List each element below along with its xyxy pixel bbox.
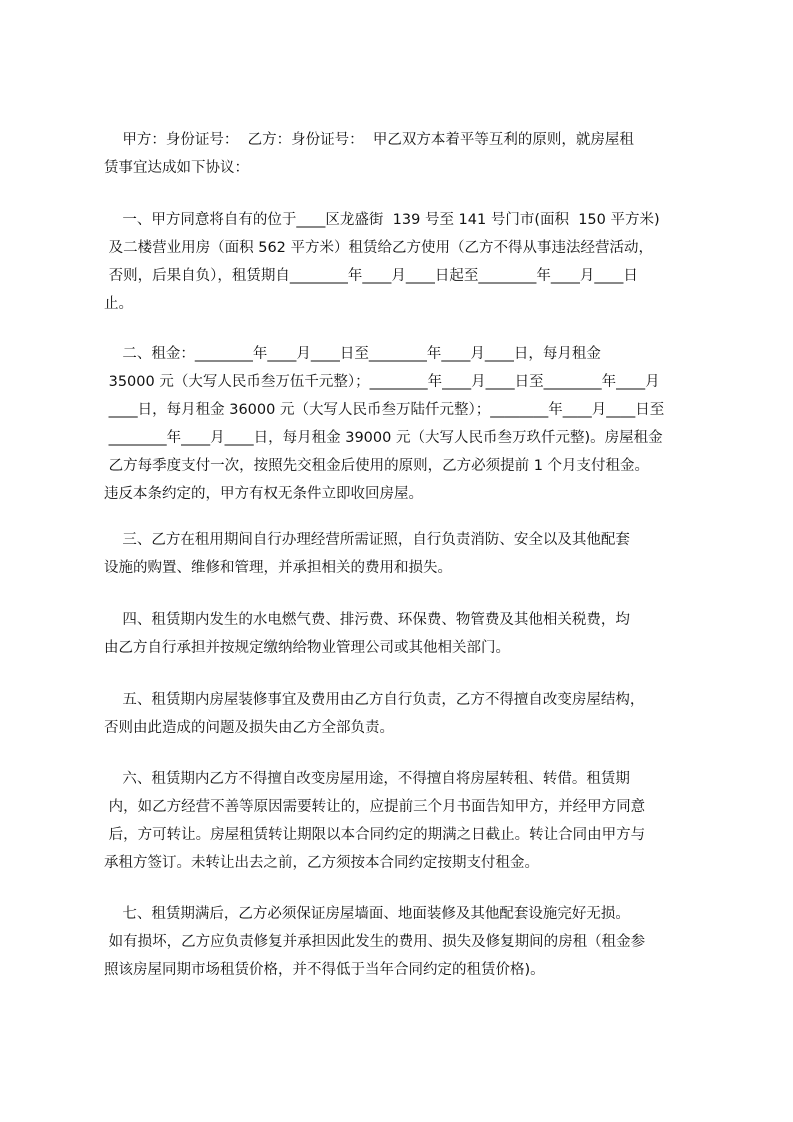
text-line: 否则，后果自负），租赁期自________年____月____日起至________年____月____日 (104, 268, 638, 284)
text-line: 四、租赁期内发生的水电燃气费、排污费、环保费、物管费及其他相关税费，均 (104, 612, 630, 628)
text-line: 内，如乙方经营不善等原因需要转让的，应提前三个月书面告知甲方，并经甲方同意 (104, 799, 646, 815)
text-line: 五、租赁期内房屋装修事宜及费用由乙方自行负责，乙方不得擅自改变房屋结构， (104, 692, 645, 708)
text-line: 及二楼营业用房（面积 562 平方米）租赁给乙方使用（乙方不得从事违法经营活动， (104, 240, 654, 256)
text-line: 甲方：身份证号： 乙方：身份证号： 甲乙双方本着平等互利的原则，就房屋租 (104, 132, 634, 148)
text-line: 后，方可转让。房屋租赁转让期限以本合同约定的期满之日截止。转让合同由甲方与 (104, 827, 646, 843)
text-line: 七、租赁期满后，乙方必须保证房屋墙面、地面装修及其他配套设施完好无损。 (104, 906, 630, 922)
text-line: ________年____月____日，每月租金 39000 元（大写人民币叁万玖仟元整)。房屋租金 (104, 430, 663, 446)
text-line: 乙方每季度支付一次，按照先交租金后使用的原则，乙方必须提前 1 个月支付租金。 (104, 458, 650, 474)
text-line: ____日，每月租金 36000 元（大写人民币叁万陆仟元整）；________年____月____日至 (104, 402, 665, 418)
text-line: 承租方签订。未转让出去之前，乙方须按本合同约定按期支付租金。 (104, 855, 539, 871)
intro-paragraph (104, 126, 704, 182)
clause-2-paragraph (104, 340, 704, 508)
text-line: 二、租金：________年____月____日至________年____月____日，每月租金 (104, 346, 601, 362)
text-line: 设施的购置、维修和管理，并承担相关的费用和损失。 (104, 560, 452, 576)
text-line: 一、甲方同意将自有的位于____区龙盛街 139 号至 141 号门市(面积 150 平方米) (104, 212, 660, 228)
clause-4-paragraph (104, 606, 704, 662)
text-line: 止。 (104, 296, 133, 312)
text-line: 三、乙方在租用期间自行办理经营所需证照，自行负责消防、安全以及其他配套 (104, 532, 630, 548)
text-line: 35000 元（大写人民币叁万伍千元整）；________年____月____日至________年____月 (104, 374, 660, 390)
text-line: 违反本条约定的，甲方有权无条件立即收回房屋。 (104, 486, 423, 502)
clause-7-paragraph (104, 900, 704, 984)
text-line: 否则由此造成的问题及损失由乙方全部负责。 (104, 720, 394, 736)
text-line: 赁事宜达成如下协议： (104, 160, 249, 176)
text-line: 由乙方自行承担并按规定缴纳给物业管理公司或其他相关部门。 (104, 640, 510, 656)
clause-5-paragraph (104, 686, 704, 742)
text-line: 如有损坏，乙方应负责修复并承担因此发生的费用、损失及修复期间的房租（租金参 (104, 934, 646, 950)
clause-3-paragraph (104, 526, 704, 582)
clause-1-paragraph (104, 206, 704, 318)
text-line: 照该房屋同期市场租赁价格，并不得低于当年合同约定的租赁价格)。 (104, 962, 545, 978)
text-line: 六、租赁期内乙方不得擅自改变房屋用途，不得擅自将房屋转租、转借。租赁期 (104, 771, 630, 787)
clause-6-paragraph (104, 765, 704, 877)
